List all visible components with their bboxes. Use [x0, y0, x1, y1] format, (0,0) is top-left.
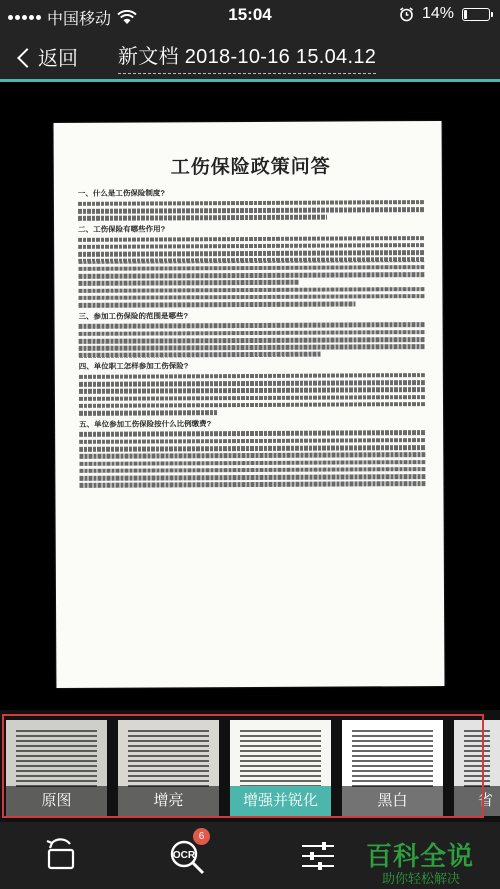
text-line	[78, 250, 424, 256]
svg-text:OCR: OCR	[172, 850, 196, 861]
text-line	[79, 481, 425, 487]
page-heading: 工伤保险政策问答	[170, 155, 331, 179]
status-right	[399, 5, 490, 23]
adjust-icon	[296, 834, 340, 878]
ocr-button[interactable]	[166, 831, 210, 878]
scanned-page	[54, 121, 445, 688]
text-line	[79, 344, 425, 350]
text-line	[79, 410, 217, 415]
alarm-icon	[399, 7, 414, 22]
watermark-brand: 百科全说	[366, 841, 475, 871]
text-line	[78, 280, 299, 286]
text-line	[79, 452, 425, 458]
section-heading: 二、工伤保险有哪些作用?	[78, 224, 166, 234]
watermark-slogan: 助你轻松解决	[382, 871, 461, 886]
rotate-button[interactable]	[40, 834, 84, 878]
filter-strip	[0, 710, 500, 822]
filter-label: 原图	[6, 786, 107, 816]
text-line	[79, 438, 425, 444]
filter-brighten[interactable]	[118, 720, 219, 816]
text-line	[78, 207, 424, 213]
carrier-label: 中国移动	[47, 11, 112, 28]
filter-original[interactable]	[6, 720, 107, 816]
back-label: 返回	[38, 48, 78, 70]
back-button[interactable]	[20, 42, 78, 71]
battery-percent: 14%	[421, 5, 454, 22]
document-preview	[0, 82, 500, 710]
section-heading: 三、参加工伤保险的范围是哪些?	[78, 310, 189, 321]
text-line	[79, 402, 425, 408]
text-line	[79, 467, 425, 473]
nav-bar	[0, 30, 500, 82]
section-heading: 一、什么是工伤保险制度?	[77, 188, 166, 198]
text-line	[78, 200, 424, 206]
text-line	[79, 330, 425, 336]
section-heading: 五、单位参加工伤保险按什么比例缴费?	[79, 418, 212, 429]
section-heading: 四、单位职工怎样参加工伤保险?	[78, 361, 189, 371]
filter-label: 黑白	[342, 786, 443, 816]
text-line	[78, 243, 424, 249]
filter-enhance-sharpen[interactable]	[230, 720, 331, 816]
status-bar	[0, 0, 500, 30]
document-title-field[interactable]: 新文档 2018-10-16 15.04.12	[118, 40, 376, 74]
text-line	[79, 352, 321, 358]
battery-icon	[462, 8, 490, 21]
filter-black-white[interactable]	[342, 720, 443, 816]
text-line	[79, 322, 425, 328]
text-line	[79, 387, 425, 393]
text-line	[79, 395, 425, 401]
text-line	[79, 460, 425, 466]
chevron-left-icon	[17, 48, 37, 68]
filter-label: 增强并锐化	[230, 786, 331, 816]
watermark-logo	[360, 828, 500, 889]
filter-label: 省	[454, 786, 500, 816]
adjust-button[interactable]	[296, 834, 340, 878]
text-line	[79, 373, 425, 379]
rotate-icon	[40, 834, 84, 878]
text-line	[79, 431, 425, 437]
text-line	[78, 294, 424, 300]
text-line	[79, 380, 425, 386]
text-line	[78, 215, 327, 221]
text-line	[79, 474, 425, 480]
text-line	[78, 236, 424, 242]
text-line	[78, 272, 424, 278]
text-line	[79, 337, 425, 343]
text-line	[78, 265, 424, 271]
text-line	[78, 302, 355, 308]
status-time: 15:04	[228, 5, 272, 24]
text-line	[78, 257, 424, 263]
text-line	[78, 287, 424, 293]
text-line	[79, 445, 425, 451]
filter-save-ink[interactable]	[454, 720, 500, 816]
ocr-count-badge: 6	[193, 828, 210, 845]
filter-label: 增亮	[118, 786, 219, 816]
